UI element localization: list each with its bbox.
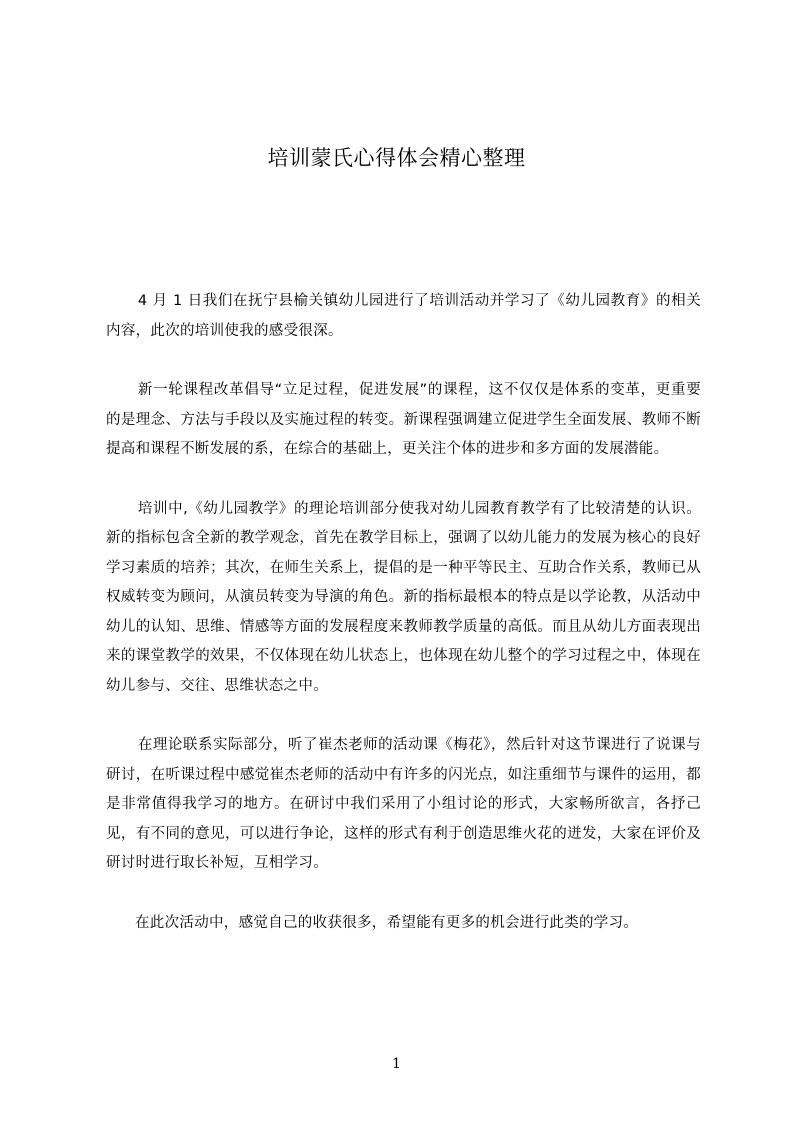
page-number: 1 [392,1056,401,1072]
paragraph-3: 培训中,《幼儿园教学》的理论培训部分使我对幼儿园教育教学有了比较清楚的认识。新的指标包含全新的教学观念，首先在教学目标上，强调了以幼儿能力的发展为核心的良好学习素质的培养；其次，在师生关系上，提倡的是一种平等民主、互助合作关系，教师已从权威转变为顾问，从演员转变为导演的角色。新的指标最根本的特点是以学论教，从活动中幼儿的认知、思维、情感等方面的发展程度来教师教学质量的高低。而且从幼儿方面表现出来的课堂教学的效果，不仅体现在幼儿状态上，也体现在幼儿整个的学习过程之中，体现在幼儿参与、交往、思维状态之中。 [106,500,701,694]
paragraph-1: 4 月 1 日我们在抚宁县榆关镇幼儿园进行了培训活动并学习了《幼儿园教育》的相关内容，此次的培训使我的感受很深。 [106,293,701,339]
document-title: 培训蒙氏心得体会精心整理 [267,146,526,170]
document-body [106,287,701,968]
paragraph-2: 新一轮课程改革倡导“立足过程，促进发展”的课程，这不仅仅是体系的变革，更重要的是理念、方法与手段以及实施过程的转变。新课程强调建立促进学生全面发展、教师不断提高和课程不断发展的系，在综合的基础上，更关注个体的进步和多方面的发展潜能。 [106,382,701,457]
paragraph-4: 在理论联系实际部分，听了崔杰老师的活动课《梅花》，然后针对这节课进行了说课与研讨，在听课过程中感觉崔杰老师的活动中有许多的闪光点，如注重细节与课件的运用，都是非常值得我学习的地方。在研讨中我们采用了小组讨论的形式，大家畅所欲言，各抒己见，有不同的意见，可以进行争论，这样的形式有利于创造思维火花的迸发，大家在评价及研讨时进行取长补短，互相学习。 [106,737,701,871]
paragraph-5: 在此次活动中，感觉自己的收获很多，希望能有更多的机会进行此类的学习。 [135,914,639,931]
